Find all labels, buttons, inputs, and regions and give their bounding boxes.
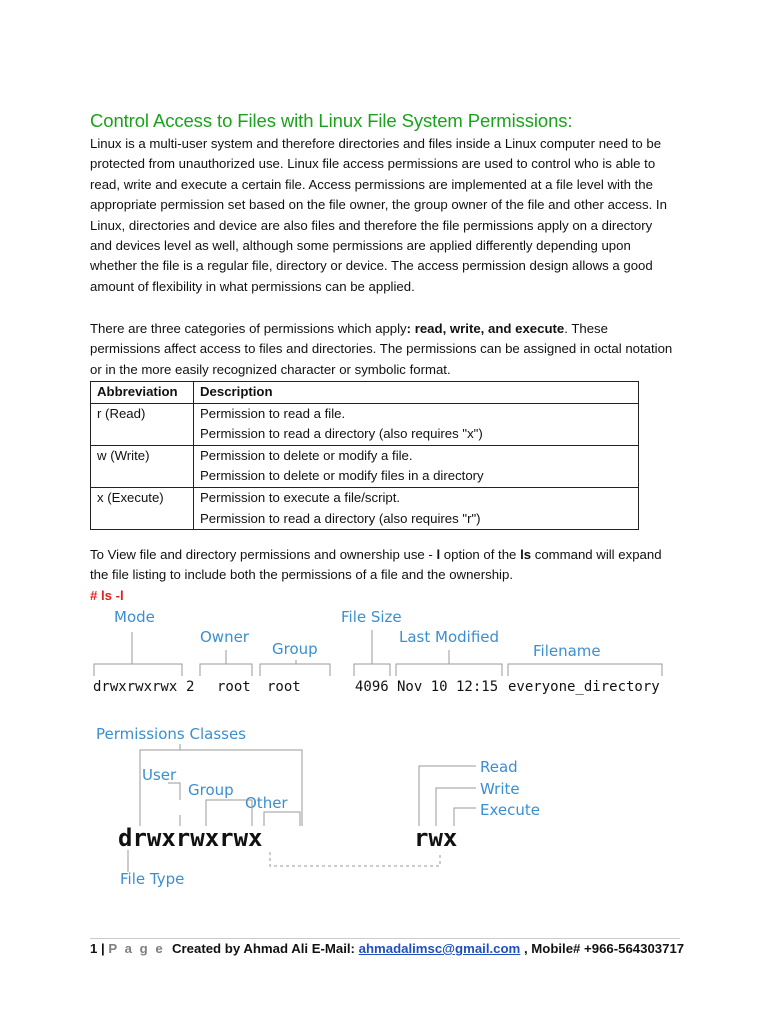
table-cell-abbr: x (Execute) [91,487,194,529]
label-other: Other [245,794,288,812]
ls-text-c: option of the [440,547,521,562]
table-cell-desc [194,445,639,487]
table-row [91,403,639,445]
page-number: 1 [90,941,98,956]
label-execute: Execute [480,801,540,819]
intro-paragraph: Linux is a multi-user system and therefore directories and files inside a Linux computer need to be protected from unauthorized use. Linux file access permissions are used to control who is able to read, write and execute a certain file. Access permissions are implemented at a file level with the appropriate permission set based on the file owner, the group owner of the file and other access. In Linux, directories and device are also files and therefore the file permissions apply on a directory and devices level as well, although some permissions are applied differently depending upon whether the file is a regular file, directory or device. The access permission design allows a good amount of flexibility in what permissions can be applied. [90,136,667,294]
permissions-classes-title: Permissions Classes [96,725,246,743]
desc-line: Permission to read a directory (also requires "r") [200,510,481,526]
page-word: P a g e [108,941,165,956]
table-cell-desc [194,487,639,529]
label-class-group: Group [188,781,234,799]
ls-command: ls [520,547,532,562]
desc-line: Permission to delete or modify a file. [200,447,413,463]
label-group: Group [272,640,318,658]
email-link[interactable]: ahmadalimsc@gmail.com [358,941,521,956]
desc-line: Permission to read a file. [200,405,346,421]
column-header-description: Description [194,382,639,404]
footer-created: Created by Ahmad Ali E-Mail: [172,941,355,956]
footer [90,941,684,956]
page-title: Control Access to Files with Linux File System Permissions: [90,110,573,131]
column-header-abbreviation: Abbreviation [91,382,194,404]
permissions-table [90,381,639,530]
label-read: Read [480,758,518,776]
listing-date: Nov 10 12:15 [397,679,499,695]
footer-mobile: , Mobile# +966-564303717 [523,941,685,956]
categories-text-bold: : read, write, and execute [406,321,565,336]
ls-option: l [436,547,441,562]
categories-text-pre: There are three categories of permissions which apply [90,321,407,336]
rwx-string: rwx [414,824,458,852]
desc-line: Permission to execute a file/script. [200,489,401,505]
label-filename: Filename [533,642,601,660]
table-cell-abbr: w (Write) [91,445,194,487]
listing-owner: root [217,679,251,695]
table-cell-abbr: r (Read) [91,403,194,445]
permissions-diagram [0,600,768,900]
label-mode: Mode [114,608,155,626]
categories-paragraph [90,319,675,380]
ls-text-a: To View file and directory permissions and ownership use - [90,547,437,562]
listing-mode: drwxrwxrwx [93,679,178,695]
desc-line: Permission to read a directory (also requires "x") [200,426,483,442]
label-owner: Owner [200,628,249,646]
label-last-modified: Last Modified [399,628,500,646]
ls-text-e: command will expand the file listing to include both the permissions of a file and the ownership. [90,547,662,583]
page-separator: | [101,941,105,956]
desc-line: Permission to delete or modify files in a directory [200,468,484,484]
label-file-type: File Type [120,870,185,888]
table-header-row [91,382,639,404]
perm-string: drwxrwxrwx [118,824,263,852]
ls-paragraph [90,545,675,586]
table-cell-desc [194,403,639,445]
table-row [91,445,639,487]
label-write: Write [480,780,520,798]
listing-links: 2 [186,679,195,695]
footer-divider [90,938,680,939]
listing-name: everyone_directory [508,679,660,695]
table-row [91,487,639,529]
label-user: User [142,766,177,784]
label-file-size: File Size [341,608,402,626]
categories-text-post: . These permissions affect access to files and directories. The permissions can be assigned in octal notation or in the more easily recognized character or symbolic format. [90,321,673,377]
listing-group: root [267,679,301,695]
ls-command-example: # ls -l [90,588,124,603]
listing-size: 4096 [355,679,389,695]
